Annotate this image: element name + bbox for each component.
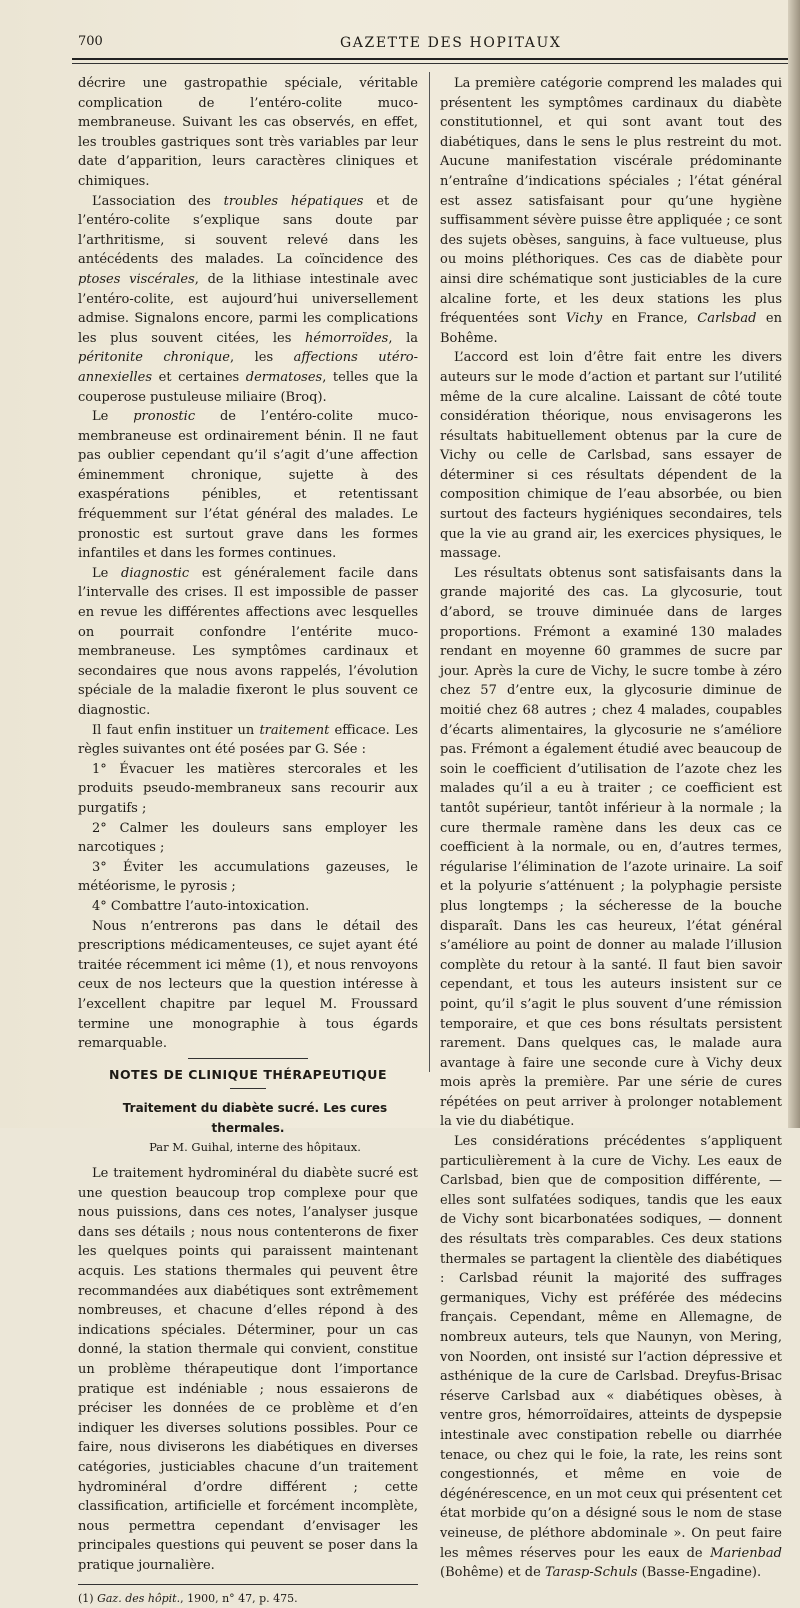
treatment-rule: 2° Calmer les douleurs sans employer les narcotiques ; [78, 820, 418, 856]
column-divider [429, 72, 430, 1072]
treatment-rule: 1° Évacuer les matières stercorales et les produits pseudo-membraneux sans recourir aux purgatifs ; [78, 761, 418, 816]
section-title: NOTES DE CLINIQUE THÉRAPEUTIQUE [108, 1066, 387, 1082]
paragraph: Nous n’entrerons pas dans le détail des prescriptions médicamenteuses, ce sujet ayant été traitée récemment ici même (1), et nous renvoyons ceux de nos lecteurs que la question intéresse à l’excellent chapitre par lequel M. Froussard termine une monographie à tous égards remarquable. [78, 918, 418, 1052]
footnote-rule [78, 1584, 418, 1585]
paragraph: Le pronostic de l’entéro-colite muco-membraneuse est ordinairement bénin. Il ne faut pas oublier cependant qu’il s’agit d’une affection éminemment chronique, sujette à des exaspérations pénibles, et retentissant fréquemment sur l’état général des malades. Le pronostic est surtout grave dans les formes infantiles et dans les formes continues. [78, 409, 418, 562]
paragraph: décrire une gastropathie spéciale, véritable complication de l’entéro-colite muco-membraneuse. Suivant les cas observés, en effet, les troubles gastriques sont très variables par leur date d’apparition, leurs caractères cliniques et chimiques. [78, 76, 418, 189]
article-author: Par M. Guihal, interne des hôpitaux. [149, 1140, 361, 1155]
page-spine-shadow [788, 0, 800, 1128]
header-rule [72, 58, 788, 60]
running-header [72, 30, 788, 54]
paragraph: L’association des troubles hépatiques et de l’entéro-colite s’explique sans doute par l’arthritisme, si souvent relevé dans les antécédents des malades. La coïncidence des ptoses viscérales, de la lithiase intestinale avec l’entéro-colite, est aujourd’hui universellement admise. Signalons encore, parmi les complications les plus souvent citées, les hémorroïdes, la péritonite chronique, les affections utéro-annexielles et certaines dermatoses, telles que la couperose pustuleuse miliaire (Broq). [78, 193, 419, 405]
header-rule-thin [72, 63, 788, 64]
treatment-rule: 3° Éviter les accumulations gazeuses, le météorisme, le pyrosis ; [78, 859, 418, 895]
paragraph: Le traitement hydrominéral du diabète sucré est une question beaucoup trop complexe pour que nous puissions, dans ces notes, l’analyser jusque dans ses détails ; nous nous contenterons de fixer les quelques points qui paraissent maintenant acquis. Les stations thermales qui peuvent être recommandées aux diabétiques sont extrêmement nombreuses, et chacune d’elles répond à des indications spéciales. Déterminer, pour un cas donné, la station thermale qui convient, constitue un problème thérapeutique dont l’importance pratique est indéniable ; nous essaierons de préciser les données de ce problème et d’en indiquer les diverses solutions possibles. Pour ce faire, nous diviserons les diabétiques en diverses catégories, justiciables chacune d’un traitement hydrominéral d’ordre différent ; cette classification, artificielle et forcément incomplète, nous permettra cependant d’envisager les principales questions qui peuvent se poser dans la pratique journalière. [78, 1166, 418, 1573]
treatment-rule: 4° Combattre l’auto-intoxication. [92, 898, 310, 914]
left-column [78, 74, 418, 1608]
paragraph: La première catégorie comprend les malades qui présentent les symptômes cardinaux du diabète constitutionnel, et qui sont avant tout des diabétiques, dans le sens le plus restreint du mot. Aucune manifestation viscérale prédominante n’entraîne d’indications spéciales ; l’état général est assez satisfaisant pour qu’une hygiène suffisamment sévère puisse être appliquée ; ce sont des sujets obèses, sanguins, à face vultueuse, plus ou moins pléthoriques. Ces cas de diabète pour ainsi dire schématique sont justiciables de la cure alcaline forte, et les deux stations les plus fréquentées sont Vichy en France, Carlsbad en Bohême. [440, 76, 782, 346]
article-title: Traitement du diabète sucré. Les cures thermales. [122, 1101, 388, 1135]
paragraph: Les considérations précédentes s’appliquent particulièrement à la cure de Vichy. Les eaux de Carlsbad, bien que de composition différente, — elles sont sulfatées sodiques, tandis que les eaux de Vichy sont bicarbonatées sodiques, — donnent des résultats très comparables. Ces deux stations thermales se partagent la clientèle des diabétiques : Carlsbad réunit la majorité des suffrages germaniques, Vichy est préférée des médecins français. Cependant, même en Allemagne, de nombreux auteurs, tels que Naunyn, von Mering, von Noorden, ont insisté sur l’action dépressive et asthénique de la cure de Carlsbad. Dreyfus-Brisac réserve Carlsbad aux « diabétiques obèses, à ventre gros, hémorroïdaires, atteints de dyspepsie intestinale avec constipation rebelle ou diarrhée tenace, ou chez qui le foie, la rate, les reins sont congestionnés, et même en voie de dégénérescence, en un mot ceux qui présentent cet état morbide qu’on a désigné sous le nom de stase veineuse, de pléthore abdominale ». On peut faire les mêmes réserves pour les eaux de Marienbad (Bohême) et de Tarasp-Schuls (Basse-Engadine). [440, 1134, 782, 1581]
paragraph: L’accord est loin d’être fait entre les divers auteurs sur le mode d’action et partant sur l’utilité même de la cure alcaline. Laissant de côté toute considération théorique, nous envisagerons les résultats habituellement obtenus par la cure de Vichy ou celle de Carlsbad, sans essayer de déterminer si ces résultats dépendent de la composition chimique de l’eau absorbée, ou bien surtout des facteurs hygiéniques secondaires, tels que la vie au grand air, les exercices physiques, le massage. [440, 350, 782, 562]
journal-title: GAZETTE DES HOPITAUX [340, 35, 562, 51]
paragraph: Les résultats obtenus sont satisfaisants dans la grande majorité des cas. La glycosurie, tout d’abord, se trouve diminuée dans de larges proportions. Frémont a examiné 130 malades rendant en moyenne 60 grammes de sucre par jour. Après la cure de Vichy, le sucre tombe à zéro chez 57 d’entre eux, la glycosurie diminue de moitié chez 68 autres ; chez 4 malades, coupables d’écarts alimentaires, la glycosurie ne s’améliore pas. Frémont a également étudié avec beaucoup de soin le coefficient d’utilisation de l’azote chez les malades qu’il a eu à traiter ; ce coefficient est tantôt supérieur, tantôt inférieur à la normale ; la cure thermale ramène dans les deux cas ce coefficient à la normale, ou en, d’autres termes, régularise l’élimination de l’azote urinaire. La soif et la polyurie s’atténuent ; la polyphagie persiste plus longtemps ; la sécheresse de la bouche disparaît. Dans les cas heureux, l’état général s’améliore au point de donner au malade l’illusion complète du retour à la santé. Il faut bien savoir cependant, et tous les auteurs insistent sur ce point, qu’il s’agit le plus souvent d’une rémission temporaire, et que ces bons résultats persistent rarement. Dans quelques cas, le malade aura avantage à faire une seconde cure à Vichy deux mois après la première. Par une série de cures répétées on peut arriver à prolonger notablement la vie du diabétique. [440, 565, 782, 1130]
section-separator [188, 1058, 308, 1059]
paragraph: Le diagnostic est généralement facile dans l’intervalle des crises. Il est impossible de passer en revue les différentes affections avec lesquelles on pourrait confondre l’entérite muco-membraneuse. Les symptômes cardinaux et secondaires que nous avons rappelés, l’évolution spéciale de la maladie fixeront le plus souvent ce diagnostic. [78, 565, 418, 718]
paragraph: Il faut enfin instituer un traitement efficace. Les règles suivantes ont été posées par G. Sée : [78, 722, 418, 758]
title-rule [230, 1088, 266, 1089]
right-column [440, 74, 782, 1583]
page-number: 700 [78, 34, 103, 49]
footnote: (1) Gaz. des hôpit., 1900, n° 47, p. 475. [78, 1591, 298, 1605]
